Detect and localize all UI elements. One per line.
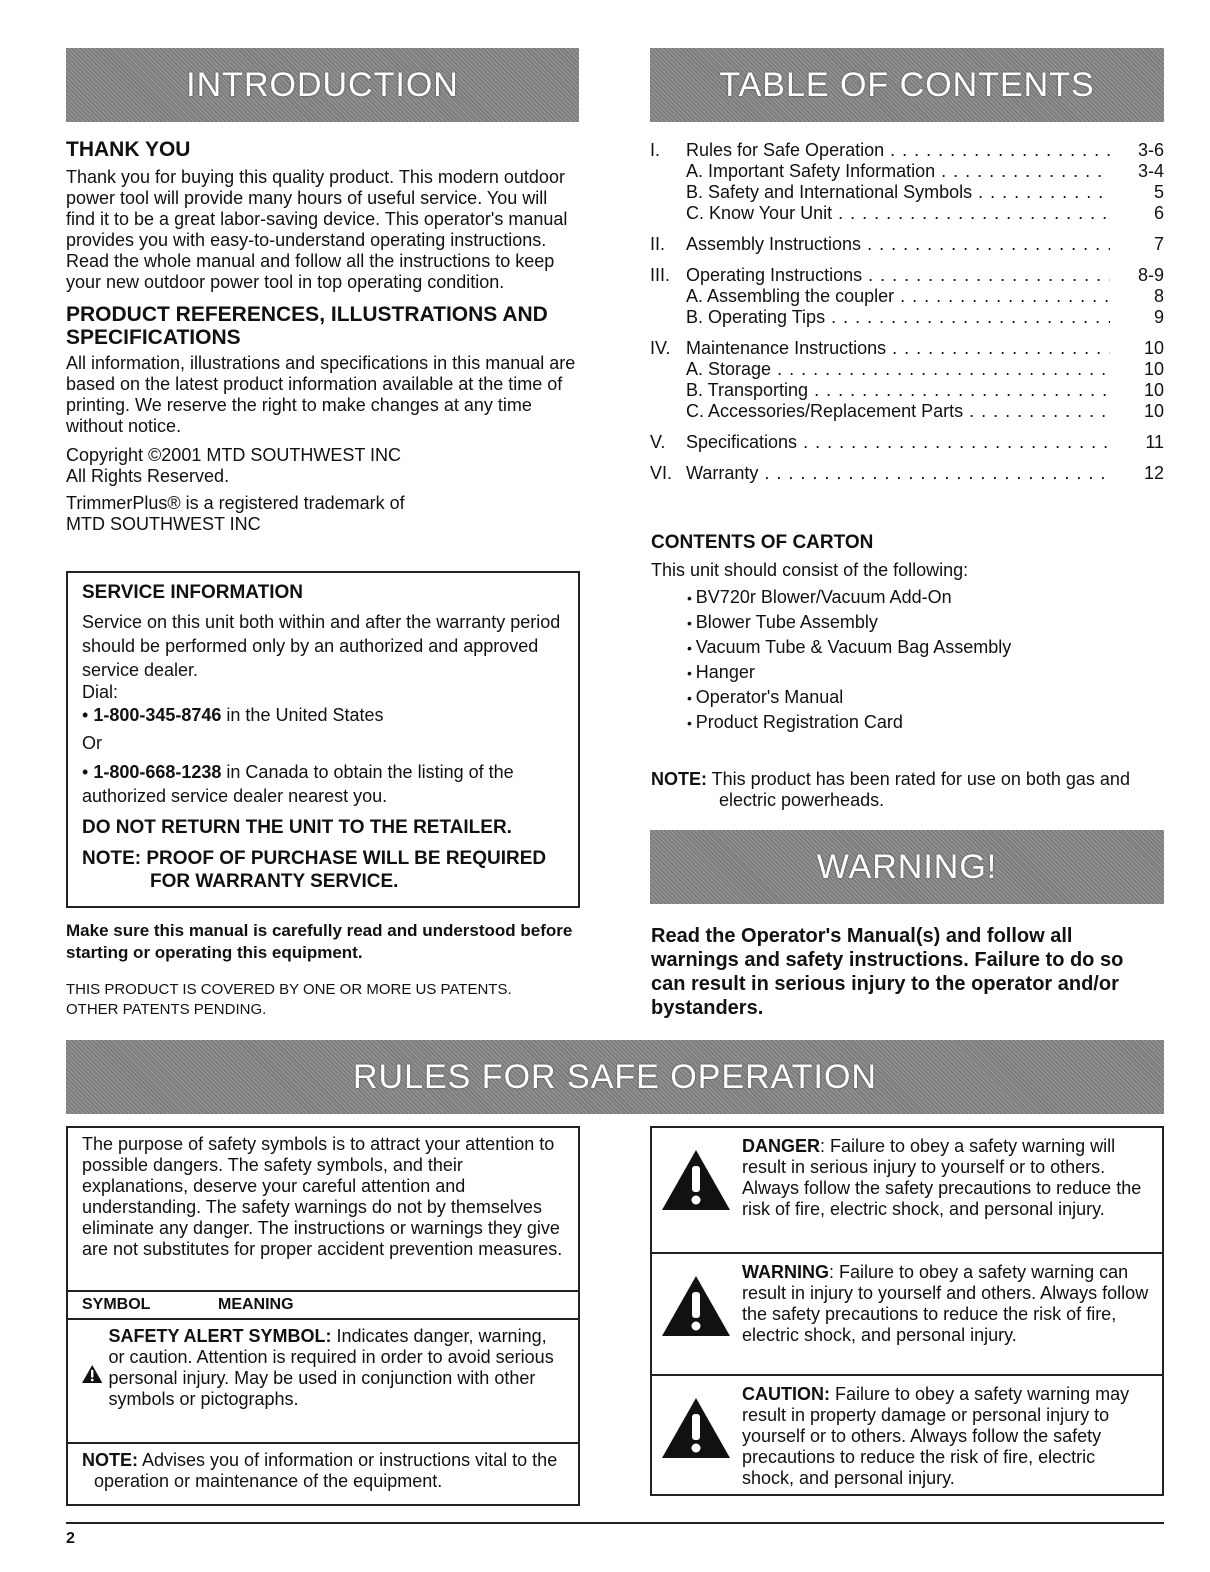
toc-row <box>650 307 1164 328</box>
signal-text <box>742 1136 1152 1244</box>
toc-section-number <box>650 307 686 328</box>
signal-row-caution <box>652 1374 1162 1498</box>
toc-row <box>650 432 1164 453</box>
note-description: Advises you of information or instructions vital to the operation or maintenance of the equipment. <box>94 1450 558 1491</box>
rights-line: All Rights Reserved. <box>66 466 230 486</box>
toc-row <box>650 380 1164 401</box>
symbols-purpose-text: The purpose of safety symbols is to attract your attention to possible dangers. The safety symbols, and their explanations, deserve your careful attention and understanding. The safety warnings do not by themselves eliminate any danger. The instructions or warnings they give are not substitutes for proper accident prevention measures. <box>82 1134 563 1259</box>
toc-title: A. Storage . . . <box>686 359 1110 380</box>
service-info-text: Service on this unit both within and after the warranty period should be performed only by an authorized and approved service dealer. <box>82 612 561 680</box>
carton-heading: CONTENTS OF CARTON <box>651 532 874 553</box>
carton-item: • BV720r Blower/Vacuum Add-On <box>687 585 1163 610</box>
symbol-meaning-header <box>68 1290 578 1320</box>
service-info-heading: SERVICE INFORMATION <box>82 582 303 603</box>
toc-title: A. Assembling the coupler . . . <box>686 286 1110 307</box>
toc-section-number: V. <box>650 432 666 452</box>
no-return-notice: DO NOT RETURN THE UNIT TO THE RETAILER. <box>82 817 512 838</box>
trademark-line: TrimmerPlus® is a registered trademark of <box>66 493 405 513</box>
toc-section-number <box>650 203 686 224</box>
carton-item: • Operator's Manual <box>687 685 1163 710</box>
toc-page-number: 3-6 <box>1137 140 1164 160</box>
proof-notice-line1: NOTE: PROOF OF PURCHASE WILL BE REQUIRED <box>82 848 547 869</box>
toc-page-number: 10 <box>1143 359 1164 379</box>
toc-page-number: 7 <box>1153 234 1164 254</box>
symbols-box <box>66 1126 580 1506</box>
toc-page-number: 10 <box>1143 380 1164 400</box>
toc-page-number: 3-4 <box>1137 161 1164 181</box>
safety-alert-triangle-icon <box>662 1276 730 1336</box>
signal-text <box>742 1384 1152 1490</box>
intro-banner <box>66 48 579 122</box>
toc-section-number: VI. <box>650 463 673 483</box>
phone-us-line: • 1-800-345-8746 in the United States <box>82 705 384 725</box>
signal-row-danger <box>652 1128 1162 1252</box>
toc-section-number <box>650 380 686 401</box>
toc-row <box>650 203 1164 224</box>
signal-description: Failure to obey a safety warning may result in property damage or personal injury to yourself or to others. Always follow the safety precautions to reduce the risk of fire, electric shock, and personal injury. <box>742 1384 1130 1488</box>
carton-note <box>651 769 1163 811</box>
signal-label: WARNING <box>742 1262 829 1282</box>
meaning-column-header: MEANING <box>218 1296 294 1313</box>
proof-notice-line2: FOR WARRANTY SERVICE. <box>150 871 399 892</box>
safety-alert-text <box>108 1326 564 1410</box>
toc-title: A. Important Safety Information . . . <box>686 161 1110 182</box>
signal-description: : Failure to obey a safety warning can result in injury to yourself and others. Always follow the safety precautions to reduce the risk of fire, electric shock, and personal injury. <box>742 1262 1149 1345</box>
toc-page-number: 12 <box>1143 463 1164 483</box>
toc-row <box>650 182 1164 203</box>
page-number: 2 <box>66 1530 75 1547</box>
signal-text <box>742 1262 1152 1366</box>
safety-alert-label: SAFETY ALERT SYMBOL: <box>108 1326 332 1346</box>
signal-row-warning <box>652 1252 1162 1374</box>
toc-title: Maintenance Instructions . . . <box>686 338 1110 359</box>
warning-banner-title: WARNING! <box>816 847 998 886</box>
toc-section-number <box>650 182 686 203</box>
copyright-line: Copyright ©2001 MTD SOUTHWEST INC <box>66 445 402 465</box>
toc-banner-title: TABLE OF CONTENTS <box>719 65 1095 104</box>
carton-item: • Vacuum Tube & Vacuum Bag Assembly <box>687 635 1163 660</box>
safety-alert-description: Indicates danger, warning, or caution. Attention is required in order to avoid serious personal injury. May be used in conjunction with other symbols or pictographs. <box>108 1326 554 1409</box>
toc-page-number: 5 <box>1153 182 1164 202</box>
phone-ca-line: • 1-800-668-1238 in Canada to obtain the listing of the authorized service dealer nearest you. <box>82 762 514 806</box>
carton-item: • Hanger <box>687 660 1163 685</box>
toc-section-number: III. <box>650 265 671 285</box>
thank-you-text: Thank you for buying this quality product. This modern outdoor power tool will provide many hours of useful service. You will find it to be a great labor-saving device. This operator's manual provides you with easy-to-understand operating instructions. Read the whole manual and follow all the instructions to keep your new outdoor power tool in top operating condition. <box>66 167 568 292</box>
toc-title: B. Safety and International Symbols . . . <box>686 182 1110 203</box>
note-text <box>82 1450 564 1492</box>
toc-section-number: II. <box>650 234 666 254</box>
toc-page-number: 8 <box>1153 286 1164 306</box>
toc-section-number <box>650 161 686 182</box>
toc-page-number: 10 <box>1143 401 1164 421</box>
toc-row <box>650 140 1164 161</box>
signal-label: CAUTION: <box>742 1384 830 1404</box>
service-info-box <box>66 571 580 908</box>
phone-ca-number: 1-800-668-1238 <box>93 762 222 782</box>
toc-page-number: 6 <box>1153 203 1164 223</box>
toc-page-number: 9 <box>1153 307 1164 327</box>
toc-title: B. Operating Tips . . . <box>686 307 1110 328</box>
safety-alert-triangle-icon <box>82 1344 102 1404</box>
carton-note-text: This product has been rated for use on both gas and electric powerheads. <box>707 769 1130 810</box>
note-row <box>68 1442 578 1498</box>
symbol-column-header: SYMBOL <box>82 1296 151 1313</box>
thank-you-heading: THANK YOU <box>66 138 191 161</box>
toc-section-number <box>650 401 686 422</box>
toc-row <box>650 463 1164 484</box>
phone-ca-suffix: in Canada to obtain the listing of the authorized service dealer nearest you. <box>82 762 514 806</box>
toc-page-number: 10 <box>1143 338 1164 358</box>
toc-row <box>650 265 1164 286</box>
toc-row <box>650 234 1164 255</box>
toc-title: Rules for Safe Operation . . . <box>686 140 1110 161</box>
rules-banner <box>66 1040 1164 1114</box>
intro-column <box>66 138 578 535</box>
carton-section <box>651 531 1163 811</box>
table-of-contents <box>650 140 1164 484</box>
signal-label: DANGER <box>742 1136 821 1156</box>
intro-banner-title: INTRODUCTION <box>186 65 459 104</box>
rules-banner-title: RULES FOR SAFE OPERATION <box>352 1057 877 1096</box>
carton-note-label: NOTE: <box>651 769 707 789</box>
toc-banner <box>650 48 1164 122</box>
footer-rule <box>66 1522 1164 1524</box>
toc-row <box>650 286 1164 307</box>
product-references-text: All information, illustrations and specifications in this manual are based on the latest product information available at the time of printing. We reserve the right to make changes at any time without notice. <box>66 353 576 436</box>
toc-section-number <box>650 286 686 307</box>
toc-title: C. Know Your Unit . . . <box>686 203 1110 224</box>
toc-section-number: I. <box>650 140 661 160</box>
note-label: NOTE: <box>82 1450 138 1470</box>
signal-description: : Failure to obey a safety warning will result in serious injury to yourself or to others. Always follow the safety precautions to reduce the risk of fire, electric shock, and personal injury. <box>742 1136 1142 1219</box>
toc-row <box>650 161 1164 182</box>
read-manual-note: Make sure this manual is carefully read and understood before starting or operating this equipment. <box>66 921 573 962</box>
toc-section-number: IV. <box>650 338 671 358</box>
carton-intro: This unit should consist of the following: <box>651 560 969 580</box>
toc-title: Warranty . . . <box>686 463 1110 484</box>
toc-row <box>650 359 1164 380</box>
toc-row <box>650 401 1164 422</box>
toc-title: Operating Instructions . . . <box>686 265 1110 286</box>
safety-alert-row <box>82 1326 564 1410</box>
carton-item: • Product Registration Card <box>687 710 1163 735</box>
toc-page-number: 11 <box>1145 432 1164 452</box>
toc-row <box>650 338 1164 359</box>
carton-item: • Blower Tube Assembly <box>687 610 1163 635</box>
phone-us-suffix: in the United States <box>221 705 384 725</box>
patents-notice: THIS PRODUCT IS COVERED BY ONE OR MORE US PATENTS. OTHER PATENTS PENDING. <box>66 981 512 1018</box>
toc-section-number <box>650 359 686 380</box>
carton-list <box>651 585 1163 735</box>
toc-title: C. Accessories/Replacement Parts . . . <box>686 401 1110 422</box>
toc-title: Assembly Instructions . . . <box>686 234 1110 255</box>
product-references-heading: PRODUCT REFERENCES, ILLUSTRATIONS AND SPECIFICATIONS <box>66 303 548 349</box>
safety-alert-triangle-icon <box>662 1150 730 1210</box>
toc-title: Specifications . . . <box>686 432 1110 453</box>
warning-banner <box>650 830 1164 904</box>
toc-title: B. Transporting . . . <box>686 380 1110 401</box>
signal-words-box <box>650 1126 1164 1496</box>
phone-us-number: 1-800-345-8746 <box>93 705 222 725</box>
dial-label: Dial: <box>82 682 119 702</box>
or-label: Or <box>82 733 102 753</box>
trademark-owner: MTD SOUTHWEST INC <box>66 514 261 534</box>
toc-page-number: 8-9 <box>1137 265 1164 285</box>
safety-alert-triangle-icon <box>662 1398 730 1458</box>
warning-text: Read the Operator's Manual(s) and follow all warnings and safety instructions. Failure to do so can result in serious injury to the operator and/or bystanders. <box>651 925 1124 1019</box>
